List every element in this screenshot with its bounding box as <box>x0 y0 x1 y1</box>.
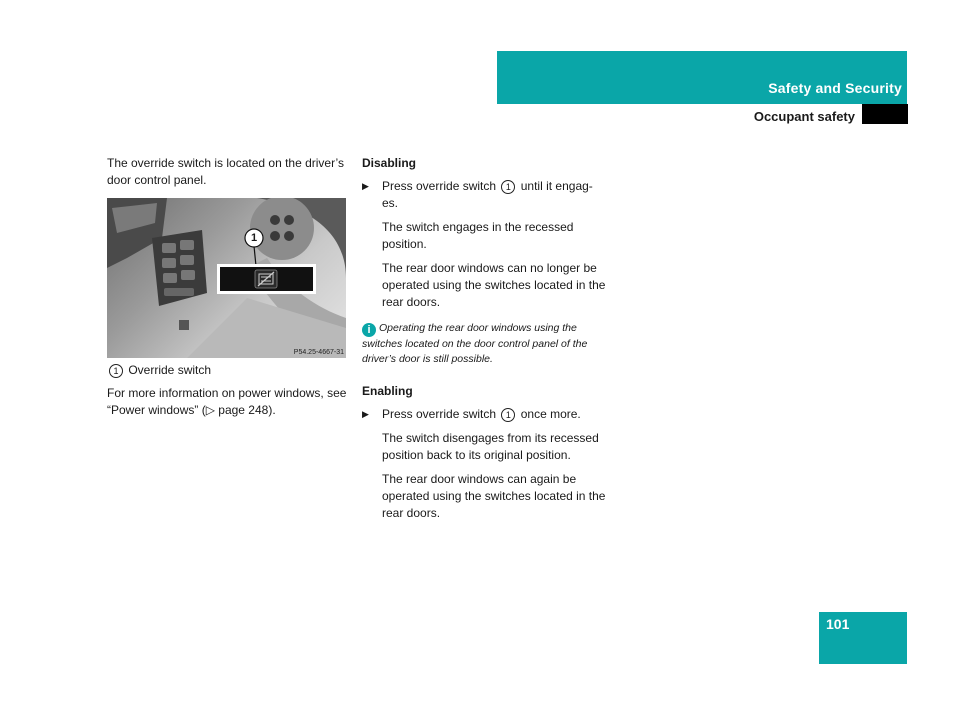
disabling-result-2: The rear door windows can no longer be operated using the switches located in the rear doors. <box>382 261 606 309</box>
caption-number-badge: 1 <box>109 364 123 378</box>
enabling-step-text-b: once more. <box>520 407 581 421</box>
caption-text: Override switch <box>128 363 212 377</box>
page-ref-arrow-icon: ▷ <box>205 403 215 417</box>
more-info-part1: For more information on power windows, see “Power windows” ( <box>107 386 347 417</box>
disabling-result-1: The switch engages in the recessed position. <box>382 220 574 251</box>
info-note-text: Operating the rear door windows using the switches located on the door control panel of the driver’s door is still possible. <box>362 322 588 365</box>
more-info-text <box>107 385 347 419</box>
subsection-title: Occupant safety <box>753 109 855 124</box>
figure-caption <box>107 362 347 379</box>
intro-text: The override switch is located on the driver’s door control panel. <box>107 156 344 187</box>
figure-code: P54.25-4667-31 <box>293 349 344 356</box>
section-title: Safety and Security <box>768 80 902 96</box>
enabling-result-1: The switch disengages from its recessed position back to its original position. <box>382 431 599 462</box>
enabling-result-2: The rear door windows can again be operated using the switches located in the rear doors. <box>382 472 606 520</box>
disabling-step <box>362 178 607 212</box>
power-windows-page-link[interactable]: page 248). <box>214 403 276 417</box>
subsection-tab <box>862 104 908 124</box>
left-column <box>107 155 347 419</box>
figure-callout-1: 1 <box>250 232 258 244</box>
disabling-step-text-a: Press override switch <box>382 179 497 193</box>
enabling-step <box>362 406 607 423</box>
bullet-arrow-icon: ▶ <box>362 409 369 419</box>
bullet-arrow-icon: ▶ <box>362 181 369 191</box>
door-panel-photo <box>107 198 346 358</box>
step-number-badge: 1 <box>501 180 515 194</box>
enabling-heading: Enabling <box>362 384 413 398</box>
step-number-badge: 1 <box>501 408 515 422</box>
disabling-step-text-b: until it engag-es. <box>382 179 593 210</box>
enabling-step-text-a: Press override switch <box>382 407 497 421</box>
info-note <box>362 321 607 366</box>
info-icon: i <box>362 323 376 337</box>
disabling-heading: Disabling <box>362 156 417 170</box>
door-panel-illustration <box>107 198 346 358</box>
page-number: 101 <box>826 616 850 632</box>
right-column <box>362 155 607 522</box>
